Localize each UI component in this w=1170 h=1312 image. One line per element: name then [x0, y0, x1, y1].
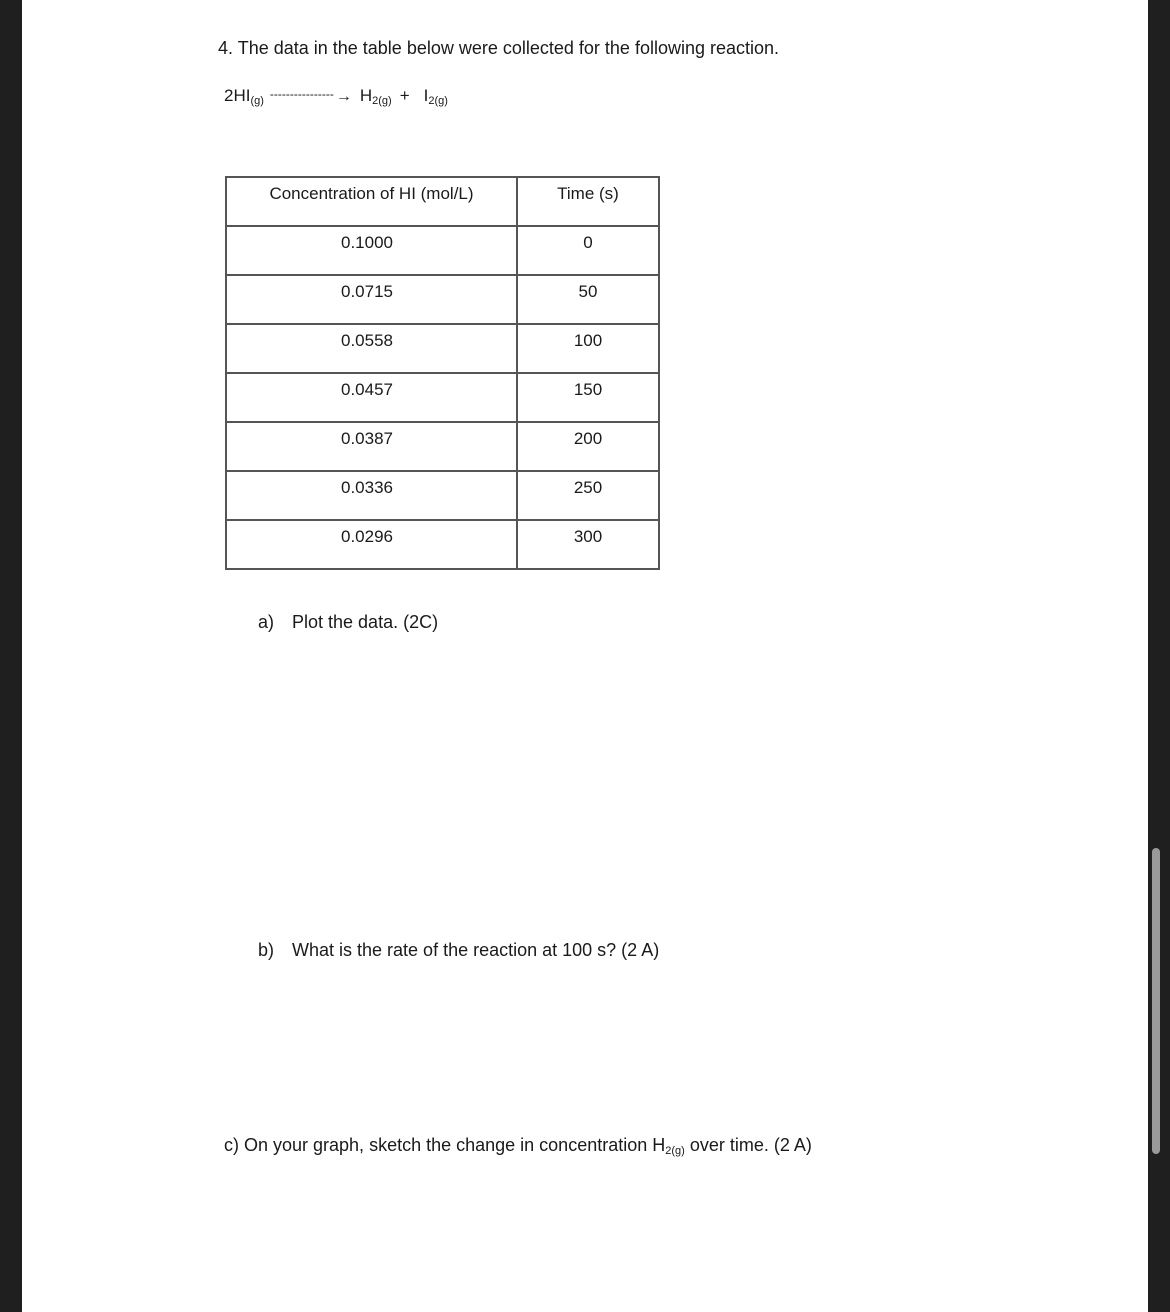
- part-b-label: b): [258, 940, 275, 960]
- table-cell-time: 0: [517, 226, 659, 275]
- table-header-concentration: Concentration of HI (mol/L): [226, 177, 517, 226]
- part-b: [258, 940, 659, 961]
- table-row: [226, 226, 659, 275]
- document-page: [22, 0, 1148, 1312]
- reaction-equation: [224, 86, 448, 106]
- part-c-prefix: c) On your graph, sketch the change in concentration H: [224, 1135, 666, 1155]
- equation-plus: +: [399, 86, 410, 105]
- table-cell-concentration: 0.0558: [226, 324, 517, 373]
- table-cell-concentration: 0.0715: [226, 275, 517, 324]
- table-cell-time: 200: [517, 422, 659, 471]
- table-cell-concentration: 0.0387: [226, 422, 517, 471]
- question-intro: [218, 38, 779, 59]
- table-row: [226, 422, 659, 471]
- vertical-scrollbar[interactable]: [1152, 848, 1160, 1154]
- table-cell-time: 300: [517, 520, 659, 569]
- data-table: [225, 176, 660, 570]
- equation-product-h2-sub: 2(g): [372, 95, 392, 107]
- question-number: 4.: [218, 38, 234, 58]
- equation-product-i2: I: [423, 86, 429, 105]
- arrow-icon: →: [335, 88, 352, 105]
- part-a-text: Plot the data. (2C): [292, 612, 439, 632]
- table-header-time: Time (s): [517, 177, 659, 226]
- equation-product-h2: H: [359, 86, 373, 105]
- table-cell-concentration: 0.1000: [226, 226, 517, 275]
- table-row: [226, 275, 659, 324]
- table-cell-time: 50: [517, 275, 659, 324]
- table-cell-time: 150: [517, 373, 659, 422]
- part-c-sub: 2(g): [665, 1145, 685, 1157]
- table-row: [226, 324, 659, 373]
- equation-reactant: 2HI: [224, 86, 251, 105]
- table-header-row: [226, 177, 659, 226]
- equation-reactant-state: (g): [250, 95, 264, 107]
- question-text: The data in the table below were collected for the following reaction.: [237, 38, 780, 58]
- table-row: [226, 520, 659, 569]
- equation-product-i2-sub: 2(g): [428, 95, 448, 107]
- part-c-suffix: over time. (2 A): [684, 1135, 812, 1155]
- part-c: [224, 1135, 812, 1156]
- table-cell-time: 100: [517, 324, 659, 373]
- table-row: [226, 471, 659, 520]
- table-cell-concentration: 0.0457: [226, 373, 517, 422]
- part-a: [258, 612, 438, 633]
- part-a-label: a): [258, 612, 275, 632]
- part-b-text: What is the rate of the reaction at 100 s? (2 A): [292, 940, 660, 960]
- equation-dashes: ----------------: [269, 87, 334, 101]
- table-cell-concentration: 0.0336: [226, 471, 517, 520]
- table-cell-concentration: 0.0296: [226, 520, 517, 569]
- table-row: [226, 373, 659, 422]
- table-cell-time: 250: [517, 471, 659, 520]
